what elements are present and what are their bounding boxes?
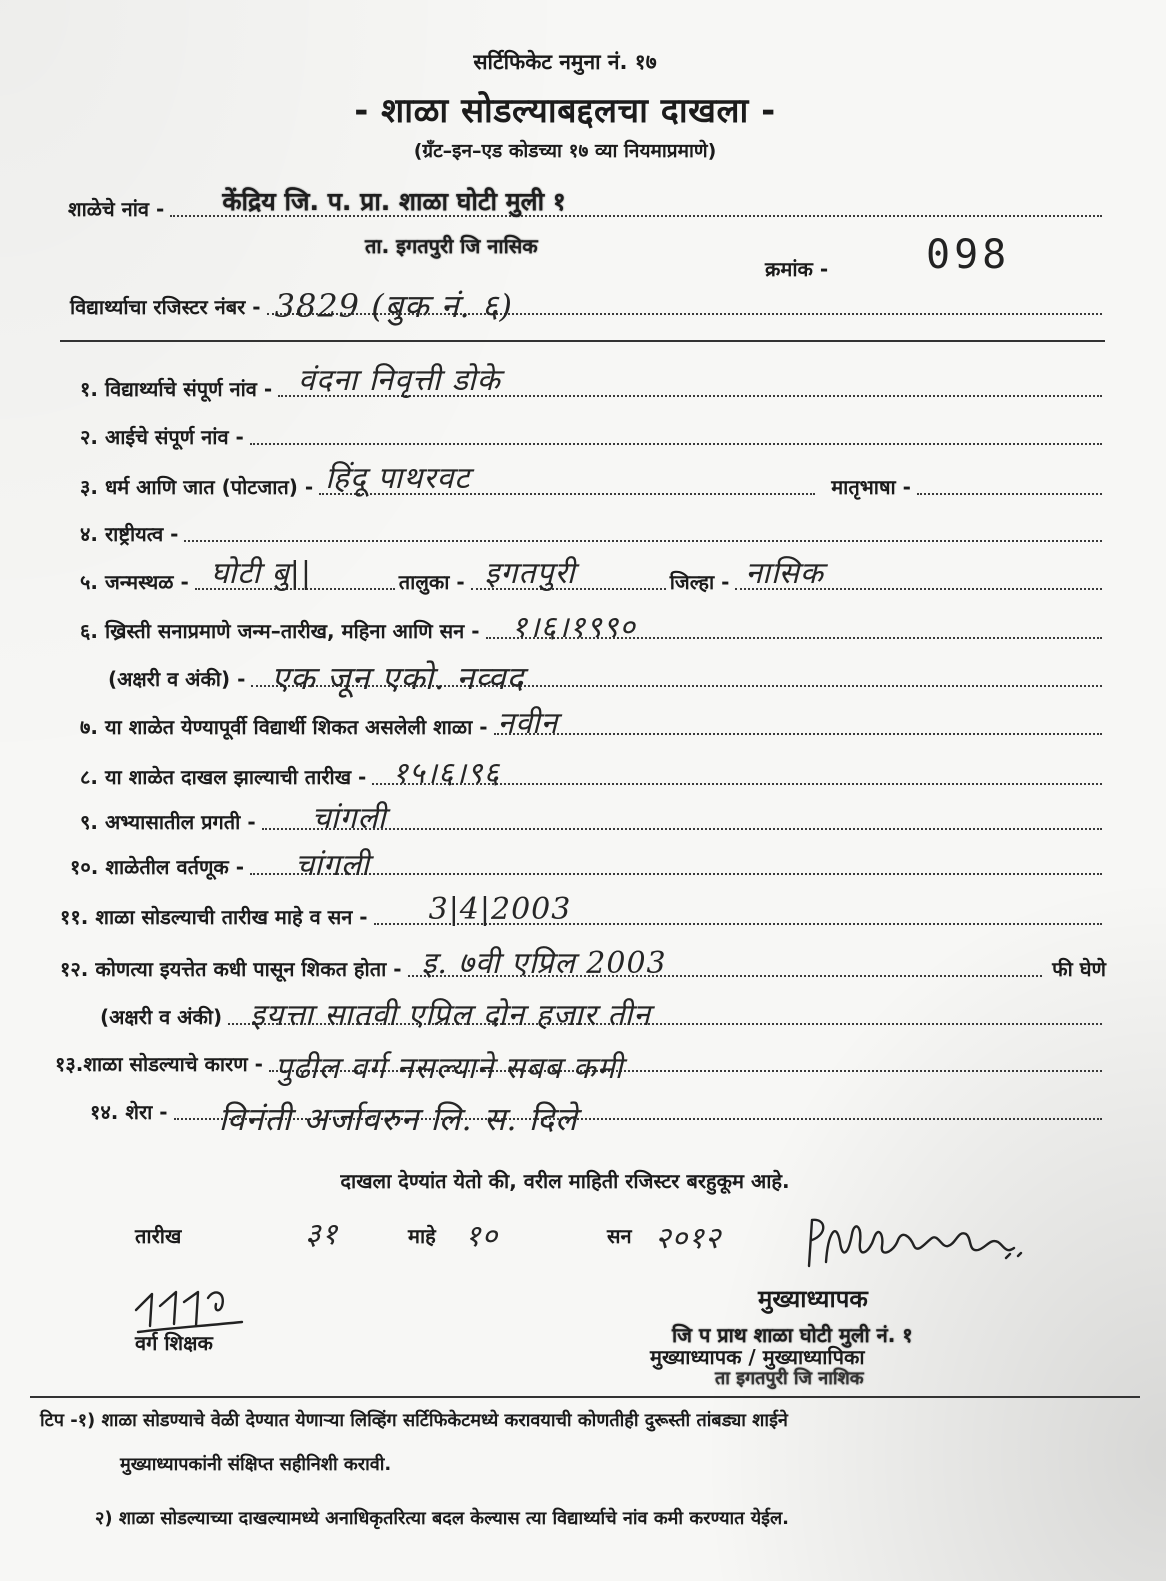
mother-tongue-label: मातृभाषा - [831,475,911,499]
issue-year-value: २०१२ [655,1221,722,1256]
school-name-line [170,185,1102,217]
school-name-stamp: केंद्रिय जि. प. प्रा. शाळा घोटी मुली १ [222,187,566,216]
student-name-label: १. विद्यार्थ्याचे संपूर्ण नांव - [80,377,273,401]
leaving-reason-label: १३.शाळा सोडल्याचे कारण - [55,1052,263,1076]
mother-tongue-line [917,463,1102,495]
field-studying-since [60,942,1106,982]
field-mother-name [80,410,1106,450]
leaving-date-label: ११. शाळा सोडल्याची तारीख माहे व सन - [60,905,368,929]
field-admission-date [80,750,1106,790]
issue-month-label: माहे [408,1224,436,1248]
field-birthplace [80,555,1106,595]
note-1: टिप -१) शाळा सोडण्याचे वेळी देण्यात येणाऱ्या लिव्हिंग सर्टिफिकेटमध्ये करावयाची कोणतीही दुरूस्ती तांबड्या शाईने [40,1410,788,1431]
school-name-row [68,182,1106,222]
birth-date-label: ६. ख्रिस्ती सनाप्रमाणे जन्म–तारीख, महिना आणि सन - [80,619,480,643]
issue-day-label: तारीख [135,1224,182,1248]
school-stamp-line3: ता इगतपुरी जि नाशिक [715,1368,864,1389]
mother-name-line [250,413,1102,445]
note-2: २) शाळा सोडल्याच्या दाखल्यामध्ये अनाधिकृतरित्या बदल केल्यास त्या विद्यार्थ्याचे नांव कमी करण्यात येईल. [95,1508,790,1529]
field-leaving-reason [55,1037,1106,1086]
studying-since-line [408,945,1043,981]
previous-school-value: नवीन [497,706,559,741]
field-religion-caste [80,460,1106,500]
register-value: 3829 (बुक नं. ६) [274,287,513,325]
school-stamp-line1: जि प प्राथ शाळा घोटी मुली नं. १ [672,1323,913,1347]
birth-date-words-label: (अक्षरी व अंकी) - [108,667,246,691]
taluka-line [471,558,666,590]
birthplace-value: घोटी बु|| [210,556,313,591]
admission-date-value: १५।६।९६ [392,756,501,791]
field-conduct [70,840,1106,883]
studying-since-words-label: (अक्षरी व अंकी) [100,1005,223,1029]
conduct-value: चांगली [295,848,370,883]
certification-statement: दाखला देण्यांत येतो की, वरील माहिती रजिस्टर बरहुकूम आहे. [340,1169,790,1193]
mother-name-label: २. आईचे संपूर्ण नांव - [80,425,244,449]
previous-school-label: ७. या शाळेत येण्यापूर्वी विद्यार्थी शिकत असलेली शाळा - [80,715,488,739]
issue-year-label: सन [607,1224,632,1248]
conduct-line [250,843,1102,883]
field-previous-school [80,700,1106,740]
birthplace-line [195,558,395,590]
nationality-label: ४. राष्ट्रीयत्व - [80,522,179,546]
birth-date-words-line [251,655,1102,697]
field-birth-date-words [108,652,1106,697]
previous-school-line [494,703,1102,741]
note-1-continued: मुख्याध्यापकांनी संक्षिप्त सहीनिशी करावी. [120,1454,392,1475]
field-remarks [90,1085,1106,1138]
progress-value: चांगली [311,801,387,836]
birth-date-line [486,607,1102,645]
register-row [70,280,1106,325]
nationality-line [184,510,1102,542]
remarks-value: विनंती अर्जावरुन लि. स. दिले [218,1100,578,1138]
progress-label: ९. अभ्यासातील प्रगती - [80,810,256,834]
district-line [735,558,1102,590]
leaving-reason-value: पुढील वर्ग नसल्याने सबब कमी [274,1051,624,1086]
field-birth-date [80,604,1106,644]
leaving-date-value: 3|4|2003 [428,892,572,927]
issue-month-value: १० [465,1219,499,1254]
field-studying-since-words [100,990,1106,1033]
birth-date-words-value: एक जून एको. नव्वद [271,659,525,697]
fee-label: फी घेणे [1052,957,1106,981]
birthplace-label: ५. जन्मस्थळ - [80,570,189,594]
studying-since-words-value: इयत्ता सातवी एप्रिल दोन हजार तीन [250,998,651,1033]
principal-designation: मुख्याध्यापक / मुख्याध्यापिका [650,1345,865,1369]
district-value: नासिक [745,556,824,591]
taluka-value: इगतपुरी [484,556,576,591]
serial-label: क्रमांक - [765,257,829,281]
field-nationality [80,507,1106,547]
school-address-stamp: ता. इगतपुरी जि नासिक [365,234,538,258]
field-leaving-date [60,890,1106,930]
serial-number: 098 [926,232,1011,278]
register-line [267,283,1102,325]
student-name-line [278,365,1102,397]
religion-caste-value: हिंदू पाथरवट [325,461,471,496]
taluka-label: तालुका - [398,570,465,594]
form-number: सर्टिफिकेट नमुना नं. १७ [473,50,657,74]
principal-title: मुख्याध्यापक [758,1285,868,1313]
remarks-label: १४. शेरा - [90,1100,168,1124]
school-name-label: शाळेचे नांव - [68,197,165,221]
leaving-reason-line [269,1040,1102,1086]
issue-day-value: ३१ [305,1217,339,1252]
admission-date-label: ८. या शाळेत दाखल झाल्याची तारीख - [80,765,367,789]
birth-date-value: १।६।१९९० [511,610,636,645]
admission-date-line [372,753,1102,791]
field-progress [80,795,1106,835]
religion-caste-line [319,463,815,495]
register-label: विद्यार्थ्याचा रजिस्टर नंबर - [70,295,261,319]
conduct-label: १०. शाळेतील वर्तणूक - [70,855,245,879]
field-student-name [80,362,1106,402]
student-name-value: वंदना निवृत्ती डोके [298,363,501,398]
remarks-line [174,1088,1102,1138]
certificate-title: - शाळा सोडल्याबद्दलचा दाखला - [354,91,776,131]
religion-caste-label: ३. धर्म आणि जात (पोटजात) - [80,475,314,499]
footer-divider [30,1396,1140,1398]
leaving-date-line [374,893,1102,925]
certificate-subtitle: (ग्रँट–इन–एड कोडच्या १७ व्या नियमाप्रमाणे) [413,140,717,162]
header-divider [60,340,1105,342]
principal-signature [800,1212,1030,1274]
district-label: जिल्हा - [669,570,730,594]
class-teacher-title: वर्ग शिक्षक [135,1331,213,1355]
studying-since-value: इ. ७वी एप्रिल 2003 [421,946,667,981]
studying-since-label: १२. कोणत्या इयत्तेत कधी पासून शिकत होता - [60,957,402,981]
progress-line [262,798,1102,836]
studying-since-words-line [228,993,1102,1033]
